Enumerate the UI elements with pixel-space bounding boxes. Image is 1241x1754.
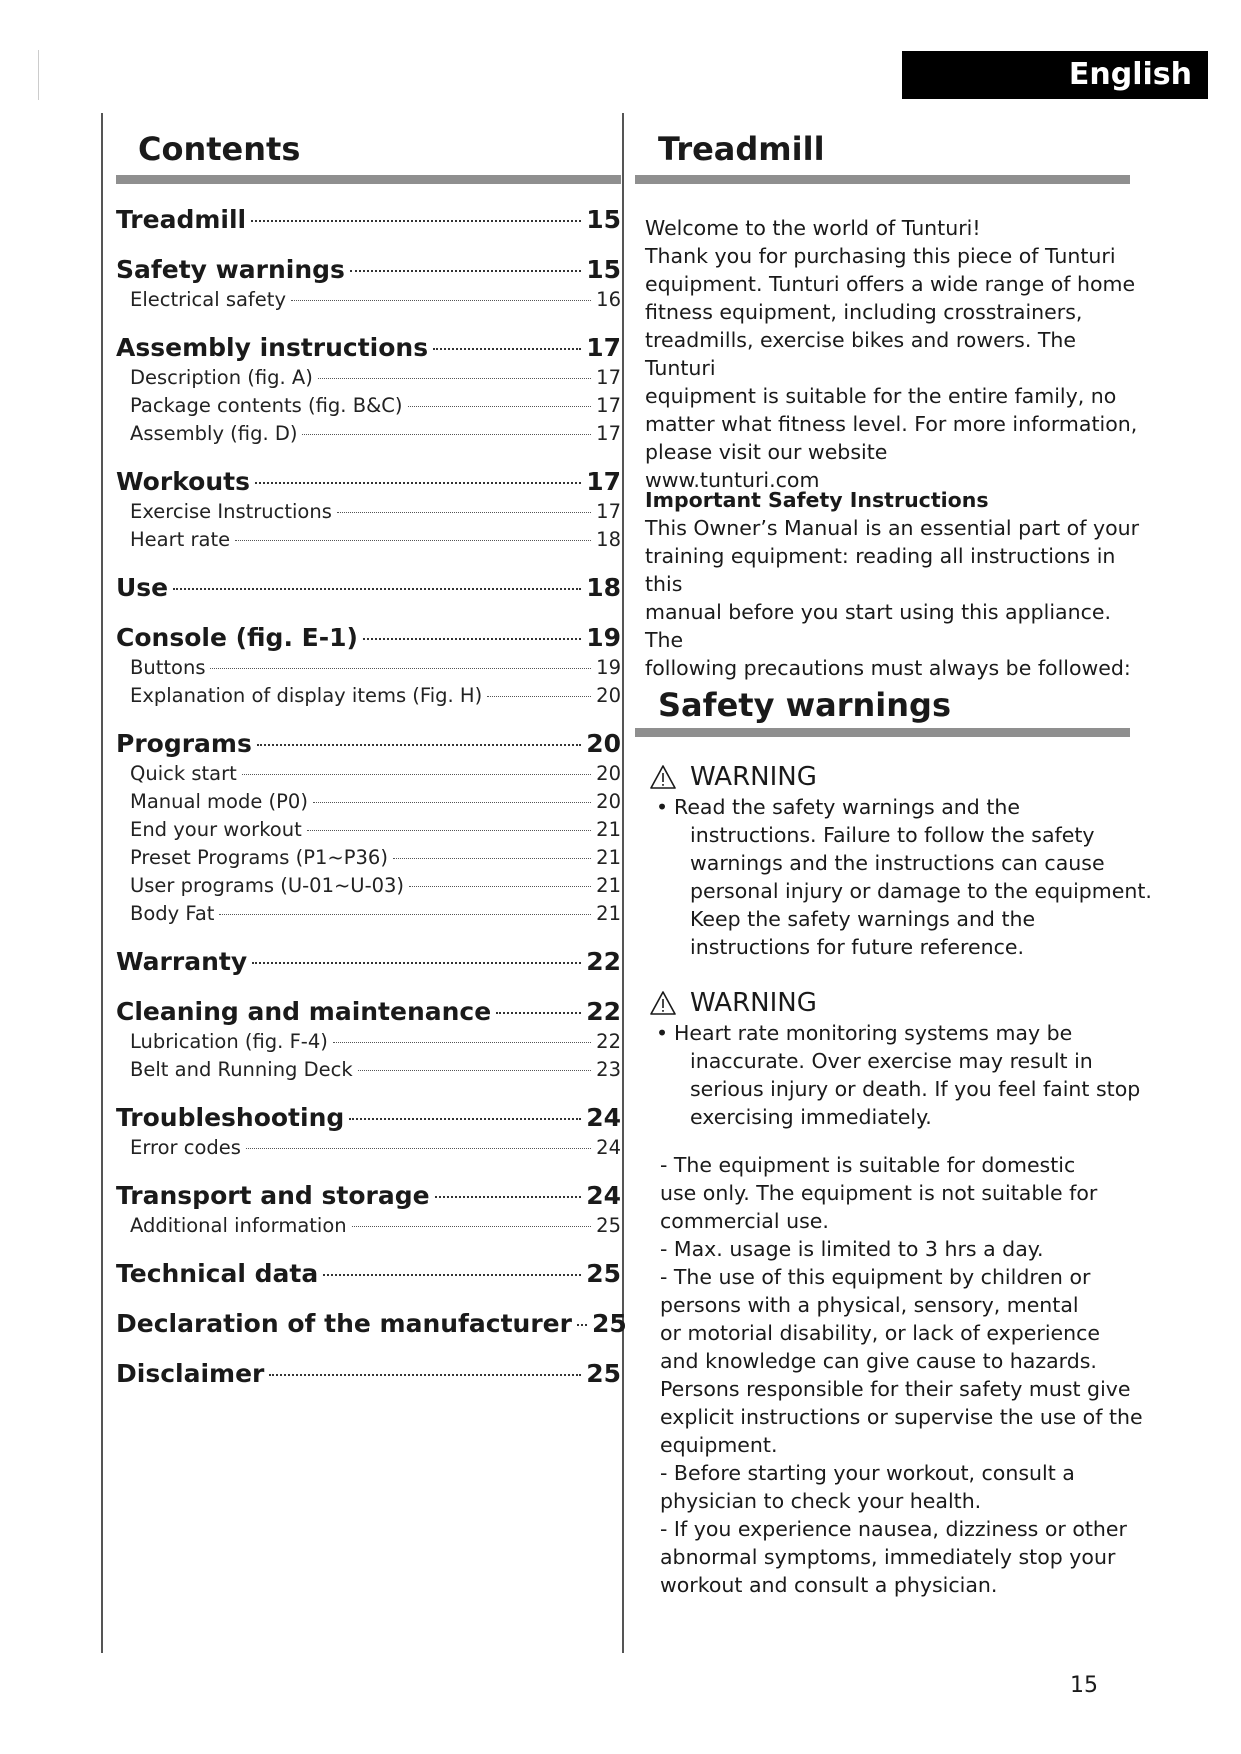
toc-main-page: 25 bbox=[586, 1259, 621, 1288]
warning-triangle-icon bbox=[650, 765, 676, 789]
bullet-icon bbox=[650, 1075, 690, 1103]
toc-leader bbox=[349, 1118, 581, 1120]
toc-main-entry[interactable] bbox=[116, 1358, 621, 1390]
bullet-icon bbox=[650, 1047, 690, 1075]
toc-sub-page: 17 bbox=[596, 394, 621, 417]
toc-leader bbox=[173, 588, 581, 590]
warning-text-line: Keep the safety warnings and the bbox=[650, 905, 1155, 933]
warning-text-line: personal injury or damage to the equipment. bbox=[650, 877, 1155, 905]
toc-leader bbox=[393, 858, 591, 859]
toc-main-page: 24 bbox=[586, 1103, 621, 1132]
toc-section bbox=[116, 332, 621, 448]
warning-text-line: exercising immediately. bbox=[650, 1103, 1155, 1131]
toc-sub-page: 22 bbox=[596, 1030, 621, 1053]
warning-triangle-icon bbox=[650, 991, 676, 1015]
toc-main-title: Declaration of the manufacturer bbox=[116, 1309, 572, 1338]
toc-sub-title: Exercise Instructions bbox=[130, 500, 332, 523]
treadmill-title-rule bbox=[635, 175, 1130, 184]
warning-text-line: serious injury or death. If you feel faint stop bbox=[650, 1075, 1155, 1103]
toc-main-entry[interactable] bbox=[116, 996, 621, 1028]
toc-sub-entry[interactable] bbox=[116, 1212, 621, 1240]
bullet-icon bbox=[650, 905, 690, 933]
toc-main-entry[interactable] bbox=[116, 1258, 621, 1290]
toc-leader bbox=[210, 668, 591, 669]
safety-dash-line: - The use of this equipment by children or bbox=[660, 1265, 1091, 1289]
warning-label: WARNING bbox=[690, 988, 817, 1018]
welcome-text bbox=[645, 214, 1150, 494]
toc-main-title: Warranty bbox=[116, 947, 248, 976]
safety-dash-line: equipment. bbox=[660, 1433, 778, 1457]
toc-sub-page: 23 bbox=[596, 1058, 621, 1081]
toc-leader bbox=[257, 744, 581, 746]
contents-title-rule bbox=[116, 175, 621, 184]
toc-leader bbox=[242, 774, 591, 775]
toc-sub-entry[interactable] bbox=[116, 788, 621, 816]
bullet-icon bbox=[650, 849, 690, 877]
toc-main-title: Troubleshooting bbox=[116, 1103, 345, 1132]
welcome-line: matter what fitness level. For more information, bbox=[645, 412, 1138, 436]
welcome-line: Thank you for purchasing this piece of Tunturi bbox=[645, 244, 1116, 268]
toc-main-title: Disclaimer bbox=[116, 1359, 265, 1388]
safety-dash-line: commercial use. bbox=[660, 1209, 829, 1233]
center-column-divider bbox=[622, 113, 624, 1653]
toc-section bbox=[116, 254, 621, 314]
warning-label: WARNING bbox=[690, 762, 817, 792]
toc-main-title: Assembly instructions bbox=[116, 333, 429, 362]
toc-sub-page: 20 bbox=[596, 762, 621, 785]
toc-leader bbox=[269, 1374, 581, 1376]
safety-dash-line: use only. The equipment is not suitable for bbox=[660, 1181, 1098, 1205]
toc-sub-title: Package contents (fig. B&C) bbox=[130, 394, 403, 417]
toc-leader bbox=[235, 540, 591, 541]
warning-heading bbox=[650, 761, 1155, 793]
welcome-line: equipment. Tunturi offers a wide range of home bbox=[645, 272, 1136, 296]
toc-main-title: Console (fig. E-1) bbox=[116, 623, 358, 652]
toc-main-entry[interactable] bbox=[116, 204, 621, 236]
toc-sub-entry[interactable] bbox=[116, 654, 621, 682]
toc-sub-page: 21 bbox=[596, 902, 621, 925]
toc-sub-title: Additional information bbox=[130, 1214, 347, 1237]
toc-main-page: 18 bbox=[586, 573, 621, 602]
toc-main-title: Use bbox=[116, 573, 169, 602]
toc-leader bbox=[358, 1070, 592, 1071]
toc-section bbox=[116, 1308, 627, 1340]
welcome-line: equipment is suitable for the entire family, no bbox=[645, 384, 1117, 408]
toc-sub-title: Belt and Running Deck bbox=[130, 1058, 353, 1081]
toc-leader bbox=[408, 406, 592, 407]
toc-section bbox=[116, 622, 621, 710]
page-number: 15 bbox=[1070, 1673, 1098, 1698]
bullet-icon bbox=[650, 821, 690, 849]
toc-sub-title: Explanation of display items (Fig. H) bbox=[130, 684, 483, 707]
safety-dash-line: explicit instructions or supervise the use of the bbox=[660, 1405, 1143, 1429]
toc-sub-entry[interactable] bbox=[116, 364, 621, 392]
important-safety bbox=[645, 486, 1150, 682]
toc-main-entry[interactable] bbox=[116, 254, 621, 286]
toc-main-entry[interactable] bbox=[116, 1102, 621, 1134]
safety-dash-line: workout and consult a physician. bbox=[660, 1573, 998, 1597]
toc-sub-page: 17 bbox=[596, 366, 621, 389]
safety-title-rule bbox=[635, 728, 1130, 737]
crop-mark bbox=[38, 50, 39, 100]
toc-sub-title: Manual mode (P0) bbox=[130, 790, 308, 813]
toc-leader bbox=[435, 1196, 582, 1198]
toc-sub-entry[interactable] bbox=[116, 1134, 621, 1162]
toc-sub-page: 25 bbox=[596, 1214, 621, 1237]
important-text bbox=[645, 514, 1150, 682]
toc-main-entry[interactable] bbox=[116, 622, 621, 654]
toc-leader bbox=[487, 696, 591, 697]
toc-sub-title: End your workout bbox=[130, 818, 302, 841]
left-column-divider bbox=[101, 113, 103, 1653]
toc-main-title: Treadmill bbox=[116, 205, 247, 234]
toc-leader bbox=[291, 300, 591, 301]
toc-section bbox=[116, 1358, 621, 1390]
toc-leader bbox=[251, 220, 581, 222]
toc-sub-entry[interactable] bbox=[116, 760, 621, 788]
toc-main-title: Technical data bbox=[116, 1259, 319, 1288]
toc-main-entry[interactable] bbox=[116, 728, 621, 760]
bullet-icon: • bbox=[655, 795, 669, 819]
warning-text-line: instructions. Failure to follow the safety bbox=[650, 821, 1155, 849]
toc-main-entry[interactable] bbox=[116, 1180, 621, 1212]
toc-main-page: 22 bbox=[586, 947, 621, 976]
toc-sub-entry[interactable] bbox=[116, 682, 621, 710]
safety-dash-line: - Max. usage is limited to 3 hrs a day. bbox=[660, 1237, 1044, 1261]
toc-leader bbox=[409, 886, 591, 887]
toc-main-page: 17 bbox=[586, 333, 621, 362]
toc-sub-entry[interactable] bbox=[116, 900, 621, 928]
warning-text-line: inaccurate. Over exercise may result in bbox=[650, 1047, 1155, 1075]
toc-section bbox=[116, 1180, 621, 1240]
toc-sub-page: 20 bbox=[596, 790, 621, 813]
toc-sub-entry[interactable] bbox=[116, 1056, 621, 1084]
toc-leader bbox=[219, 914, 591, 915]
toc-sub-entry[interactable] bbox=[116, 1028, 621, 1056]
language-tab: English bbox=[902, 51, 1208, 99]
welcome-line: fitness equipment, including crosstrainers, bbox=[645, 300, 1083, 324]
bullet-icon: • bbox=[655, 1021, 669, 1045]
toc-main-entry[interactable] bbox=[116, 946, 621, 978]
toc-leader bbox=[433, 348, 581, 350]
toc-section bbox=[116, 1102, 621, 1162]
warning-heading bbox=[650, 987, 1155, 1019]
toc-sub-title: Error codes bbox=[130, 1136, 241, 1159]
toc-sub-title: Body Fat bbox=[130, 902, 215, 925]
toc-main-page: 19 bbox=[586, 623, 621, 652]
toc-main-title: Cleaning and maintenance bbox=[116, 997, 492, 1026]
toc-main-page: 22 bbox=[586, 997, 621, 1026]
safety-dash-line: persons with a physical, sensory, mental bbox=[660, 1293, 1079, 1317]
toc-section bbox=[116, 572, 621, 604]
toc-sub-entry[interactable] bbox=[116, 844, 621, 872]
important-heading: Important Safety Instructions bbox=[645, 488, 989, 512]
treadmill-title: Treadmill bbox=[658, 130, 825, 168]
toc-section bbox=[116, 1258, 621, 1290]
bullet-icon bbox=[650, 1103, 690, 1131]
toc-sub-page: 24 bbox=[596, 1136, 621, 1159]
safety-dash-line: and knowledge can give cause to hazards. bbox=[660, 1349, 1097, 1373]
welcome-line: Welcome to the world of Tunturi! bbox=[645, 216, 981, 240]
warning-text-line: • Heart rate monitoring systems may be bbox=[650, 1019, 1155, 1047]
toc-leader bbox=[246, 1148, 591, 1149]
safety-dash-list bbox=[650, 1151, 1155, 1599]
toc-section bbox=[116, 204, 621, 236]
toc-sub-title: Assembly (fig. D) bbox=[130, 422, 298, 445]
welcome-line: please visit our website bbox=[645, 440, 888, 464]
toc-leader bbox=[363, 638, 581, 640]
toc-section bbox=[116, 996, 621, 1084]
toc-main-entry[interactable] bbox=[116, 572, 621, 604]
safety-dash-line: physician to check your health. bbox=[660, 1489, 982, 1513]
important-line: manual before you start using this appliance. The bbox=[645, 600, 1111, 652]
toc-sub-title: Quick start bbox=[130, 762, 237, 785]
toc-sub-page: 17 bbox=[596, 422, 621, 445]
warning-text-line: • Read the safety warnings and the bbox=[650, 793, 1155, 821]
toc-sub-title: Electrical safety bbox=[130, 288, 286, 311]
safety-warnings-title: Safety warnings bbox=[658, 686, 951, 724]
warning-block bbox=[650, 987, 1155, 1131]
toc-main-title: Programs bbox=[116, 729, 252, 758]
safety-dash-line: - Before starting your workout, consult a bbox=[660, 1461, 1075, 1485]
toc-main-title: Safety warnings bbox=[116, 255, 345, 284]
warning-text-line: warnings and the instructions can cause bbox=[650, 849, 1155, 877]
toc-sub-page: 21 bbox=[596, 874, 621, 897]
toc-leader bbox=[313, 802, 591, 803]
toc-leader bbox=[577, 1324, 587, 1326]
toc-leader bbox=[252, 962, 581, 964]
toc-leader bbox=[350, 270, 581, 272]
bullet-icon bbox=[650, 933, 690, 961]
toc-leader bbox=[337, 512, 591, 513]
toc-sub-page: 19 bbox=[596, 656, 621, 679]
important-line: following precautions must always be followed: bbox=[645, 656, 1131, 680]
toc-sub-entry[interactable] bbox=[116, 498, 621, 526]
welcome-line: www.tunturi.com bbox=[645, 468, 820, 492]
toc-sub-entry[interactable] bbox=[116, 872, 621, 900]
safety-dash-line: - The equipment is suitable for domestic bbox=[660, 1153, 1076, 1177]
bullet-icon bbox=[650, 877, 690, 905]
contents-title: Contents bbox=[138, 130, 301, 168]
toc-main-entry[interactable] bbox=[116, 466, 621, 498]
toc-leader bbox=[496, 1012, 581, 1014]
safety-dash-line: - If you experience nausea, dizziness or other bbox=[660, 1517, 1127, 1541]
toc-main-entry[interactable] bbox=[116, 1308, 627, 1340]
warning-block bbox=[650, 761, 1155, 961]
toc-sub-title: Buttons bbox=[130, 656, 206, 679]
toc-sub-page: 16 bbox=[596, 288, 621, 311]
table-of-contents bbox=[116, 204, 627, 1408]
toc-sub-page: 17 bbox=[596, 500, 621, 523]
warnings-list bbox=[650, 761, 1155, 1131]
warning-text-line: instructions for future reference. bbox=[650, 933, 1155, 961]
toc-leader bbox=[318, 378, 591, 379]
toc-section bbox=[116, 946, 621, 978]
safety-dash-line: abnormal symptoms, immediately stop your bbox=[660, 1545, 1116, 1569]
toc-main-page: 25 bbox=[591, 1309, 627, 1338]
important-line: This Owner’s Manual is an essential part of your bbox=[645, 516, 1140, 540]
toc-section bbox=[116, 466, 621, 554]
toc-sub-page: 20 bbox=[596, 684, 621, 707]
toc-leader bbox=[255, 482, 581, 484]
toc-sub-entry[interactable] bbox=[116, 816, 621, 844]
welcome-line: treadmills, exercise bikes and rowers. The Tunturi bbox=[645, 328, 1077, 380]
toc-leader bbox=[302, 434, 591, 435]
toc-main-page: 25 bbox=[586, 1359, 621, 1388]
toc-leader bbox=[307, 830, 591, 831]
toc-section bbox=[116, 728, 621, 928]
toc-sub-entry[interactable] bbox=[116, 526, 621, 554]
toc-sub-page: 18 bbox=[596, 528, 621, 551]
toc-leader bbox=[323, 1274, 581, 1276]
toc-sub-title: Lubrication (fig. F-4) bbox=[130, 1030, 328, 1053]
safety-dash-line: or motorial disability, or lack of experience bbox=[660, 1321, 1101, 1345]
toc-sub-title: Heart rate bbox=[130, 528, 231, 551]
toc-main-page: 24 bbox=[586, 1181, 621, 1210]
toc-sub-title: User programs (U-01~U-03) bbox=[130, 874, 405, 897]
toc-main-title: Workouts bbox=[116, 467, 250, 496]
toc-sub-entry[interactable] bbox=[116, 392, 621, 420]
toc-main-page: 20 bbox=[586, 729, 621, 758]
toc-main-page: 15 bbox=[586, 255, 621, 284]
toc-sub-title: Description (fig. A) bbox=[130, 366, 313, 389]
toc-main-page: 17 bbox=[586, 467, 621, 496]
toc-leader bbox=[352, 1226, 592, 1227]
important-line: training equipment: reading all instructions in this bbox=[645, 544, 1116, 596]
toc-sub-page: 21 bbox=[596, 846, 621, 869]
toc-main-page: 15 bbox=[586, 205, 621, 234]
toc-main-entry[interactable] bbox=[116, 332, 621, 364]
toc-sub-page: 21 bbox=[596, 818, 621, 841]
toc-sub-entry[interactable] bbox=[116, 420, 621, 448]
toc-leader bbox=[333, 1042, 591, 1043]
toc-sub-entry[interactable] bbox=[116, 286, 621, 314]
safety-dash-line: Persons responsible for their safety must give bbox=[660, 1377, 1131, 1401]
toc-sub-title: Preset Programs (P1~P36) bbox=[130, 846, 388, 869]
toc-main-title: Transport and storage bbox=[116, 1181, 430, 1210]
